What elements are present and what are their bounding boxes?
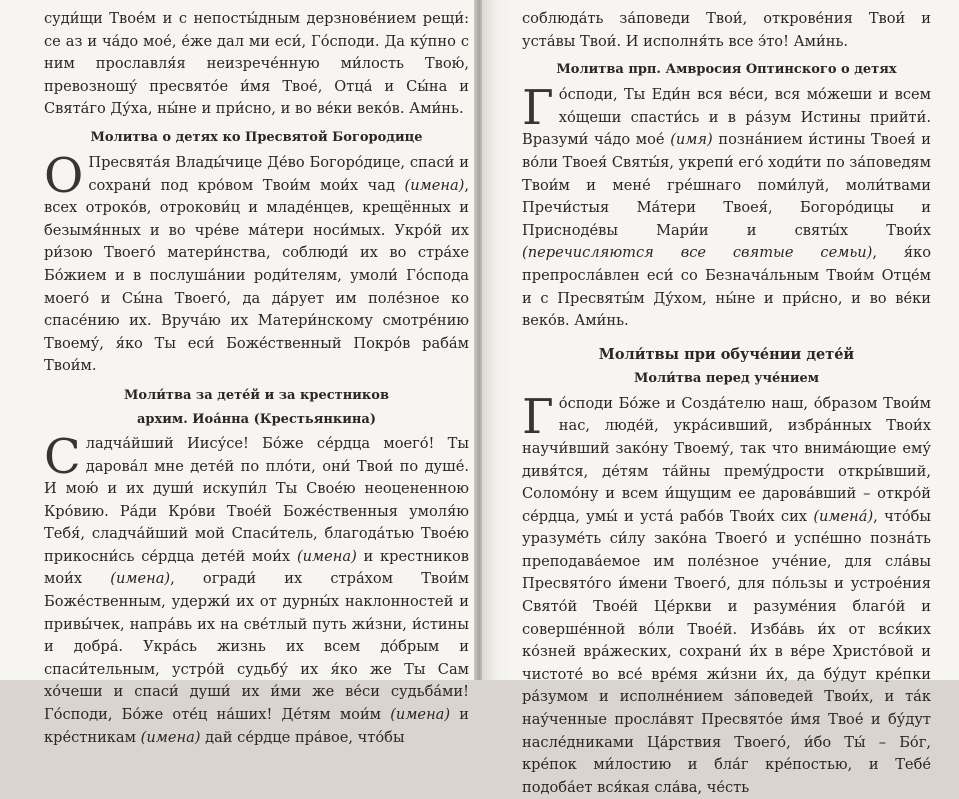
right-intro-text: соблюда́ть за́поведи Твои́, открове́ния Твои́ и уста́вы Твои́. И исполня́ть все э́то! Ами́нь. — [522, 10, 931, 50]
prayer4-heading: Моли́тва перед уче́нием — [633, 370, 820, 386]
left-intro-text: суди́щи Твое́м и с непосты́дным дерзнове́нием рещи́: се аз и ча́до мое́, е́же дал ми еси́, Го́споди. Да ку́пно с ним прославля́я неизрече́нную ми́лость Твою́, превозношу́ пресвято́е и́мя Твое́, Отца́ и Сы́на и Свята́го Ду́ха, ны́не и при́сно, и во ве́ки веко́в. Ами́нь. — [44, 10, 469, 118]
section-title: Моли́твы при обуче́нии дете́й — [598, 345, 855, 363]
prayer3-drop-cap: Г — [522, 80, 554, 137]
prayer3-text: Го́споди, Ты Еди́н вся ве́си, вся мо́жеши и всем хо́щеши спасти́сь и в ра́зум Истины прийти́. Вразуми́ ча́до мое́ (имя) позна́нием и́стины Твоея́ и во́ли Твоея́ Святы́я, укрепи́ его́ ходи́ти по за́поведям Твои́м и мене́ гре́шнаго поми́луй, моли́твами Пречи́стыя Ма́тери Твоея́, Богоро́дицы и Присноде́вы Мари́и и святы́х Твои́х (перечисляются все святые семьи), я́ко препросла́влен еси́ со Безнача́льным Твои́м Отце́м и с Пресвяты́м Ду́хом, ны́не и при́сно, и во ве́ки веко́в. Ами́нь. — [522, 80, 931, 330]
prayer2-heading-line2: архим. Иоа́нна (Крестьянкина) — [137, 411, 376, 427]
prayer2-heading-line1: Моли́тва за дете́й и за крестников — [124, 387, 389, 403]
prayer2-drop-cap: С — [44, 428, 81, 485]
names-placeholder: (имена) — [404, 176, 465, 194]
prayer4-drop-cap: Г — [522, 388, 554, 445]
prayer4-text: Го́споди Бо́же и Созда́телю наш, о́бразом Твои́м нас, люде́й, укра́сивший, избра́нных Твои́х научи́вший зако́ну Твоему́, так что внима́ющие ему́ дивя́тся, де́тям та́йны премýдрости откры́вший, Соломо́ну и всем и́щущим ее дарова́вший – откро́й се́рдца, умы́ и уста́ рабо́в Твои́х сих (имена́), что́бы уразуме́ть си́лу зако́на Твоего́ и успе́шно позна́ть преподава́емое им поле́зное уче́ние, для сла́вы Пресвято́го и́мени Твоего́, для по́льзы и устрое́ния Свято́й Твое́й Це́ркви и разуме́ния благо́й и соверше́нной во́ли Твое́й. Изба́вь и́х от вся́ких ко́зней вра́жеских, сохрани́ и́х в ве́ре Христо́вой и чистоте́ во все́ вре́мя жи́зни и́х, да бу́дут кре́пки ра́зумом и исполне́нием за́поведей Твои́х, и та́к нау́ченные просла́вят Пресвято́е и́мя Твое́ и бу́дут насле́дниками Ца́рствия Твоего́, и́бо Ты́ – Бо́г, кре́пок ми́лостию и бла́г кре́постью, и Тебе́ подоба́ет вся́кая сла́ва, че́сть — [522, 388, 932, 796]
prayer3-heading: Молитва прп. Амвросия Оптинского о детях — [556, 62, 897, 78]
prayer1-heading: Молитва о детях ко Пресвятой Богородице — [90, 129, 423, 145]
prayer2-text: Сладча́йший Иису́се! Бо́же се́рдца моего́! Ты дарова́л мне дете́й по пло́ти, они́ Твои́ по душе́. И мою́ и их души́ искупи́л Ты Свое́ю неоцененною Кро́вию. Ра́ди Кро́ви Твое́й Боже́ственныя умоля́ю Тебя́, сладча́йший мой Спаси́тель, благода́тью Твое́ю прикосни́сь се́рдца дете́й мои́х (имена) и крестников мои́х (имена), огради́ их стра́хом Твои́м Боже́ственным, удержи́ их от дурны́х наклонностей и привы́чек, напра́вь их на све́тлый путь жи́зни, и́стины и добра́. Укра́сь жизнь их всем до́брым и спаси́тельным, устро́й судьбу́ их я́ко же Ты Сам хо́чеши и спаси́ души́ их и́ми же ве́си судьба́ми! Го́споди, Бо́же оте́ц на́ших! Де́тям мои́м (имена) и кре́стникам (имена) дай се́рдце пра́вое, что́бы — [44, 428, 470, 746]
right-page — [482, 0, 959, 796]
prayer1-text: О Пресвята́я Влады́чице Де́во Богоро́дице, спаси́ и сохрани́ под кро́вом Твои́м мои́х чад (имена), всех отроко́в, отрокови́ц и младе́нцев, крещённых и безымя́нных и во чре́ве ма́тери носи́мых. Укро́й их ри́зою Твоего́ матери́нства, соблюди́ их во стра́хе Бо́жием и в послуша́нии роди́телям, умоли́ Го́спода моего́ и Сы́на Твоего́, да да́рует им поле́зное ко спасе́нию их. Вруча́ю их Матери́нскому смотре́нию Твоему́, я́ко Ты еси́ Боже́ственный Покро́в раба́м Твои́м. — [44, 147, 469, 375]
prayer1-drop-cap: О — [44, 147, 84, 204]
left-page — [0, 0, 477, 746]
